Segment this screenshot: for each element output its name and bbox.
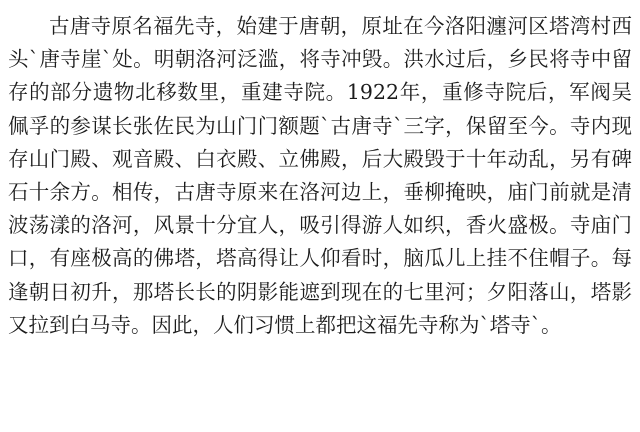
body-paragraph: 古唐寺原名福先寺，始建于唐朝，原址在今洛阳瀍河区塔湾村西头`唐寺崖`处。明朝洛河泛滥，将寺冲毁。洪水过后，乡民将寺中留存的部分遗物北移数里，重建寺院。1922年，重修寺院后，军阀吴佩孚的参谋长张佐民为山门门额题`古唐寺`三字，保留至今。寺内现存山门殿、观音殿、白衣殿、立佛殿，后大殿毁于十年动乱，另有碑石十余方。相传，古唐寺原来在洛河边上，垂柳掩映，庙门前就是清波荡漾的洛河，风景十分宜人，吸引得游人如织，香火盛极。寺庙门口，有座极高的佛塔，塔高得让人仰看时，脑瓜儿上挂不住帽子。每逢朝日初升，那塔长长的阴影能遮到现在的七里河；夕阳落山，塔影又拉到白马寺。因此，人们习惯上都把这福先寺称为`塔寺`。 bbox=[8, 14, 632, 337]
article-body bbox=[8, 10, 632, 342]
